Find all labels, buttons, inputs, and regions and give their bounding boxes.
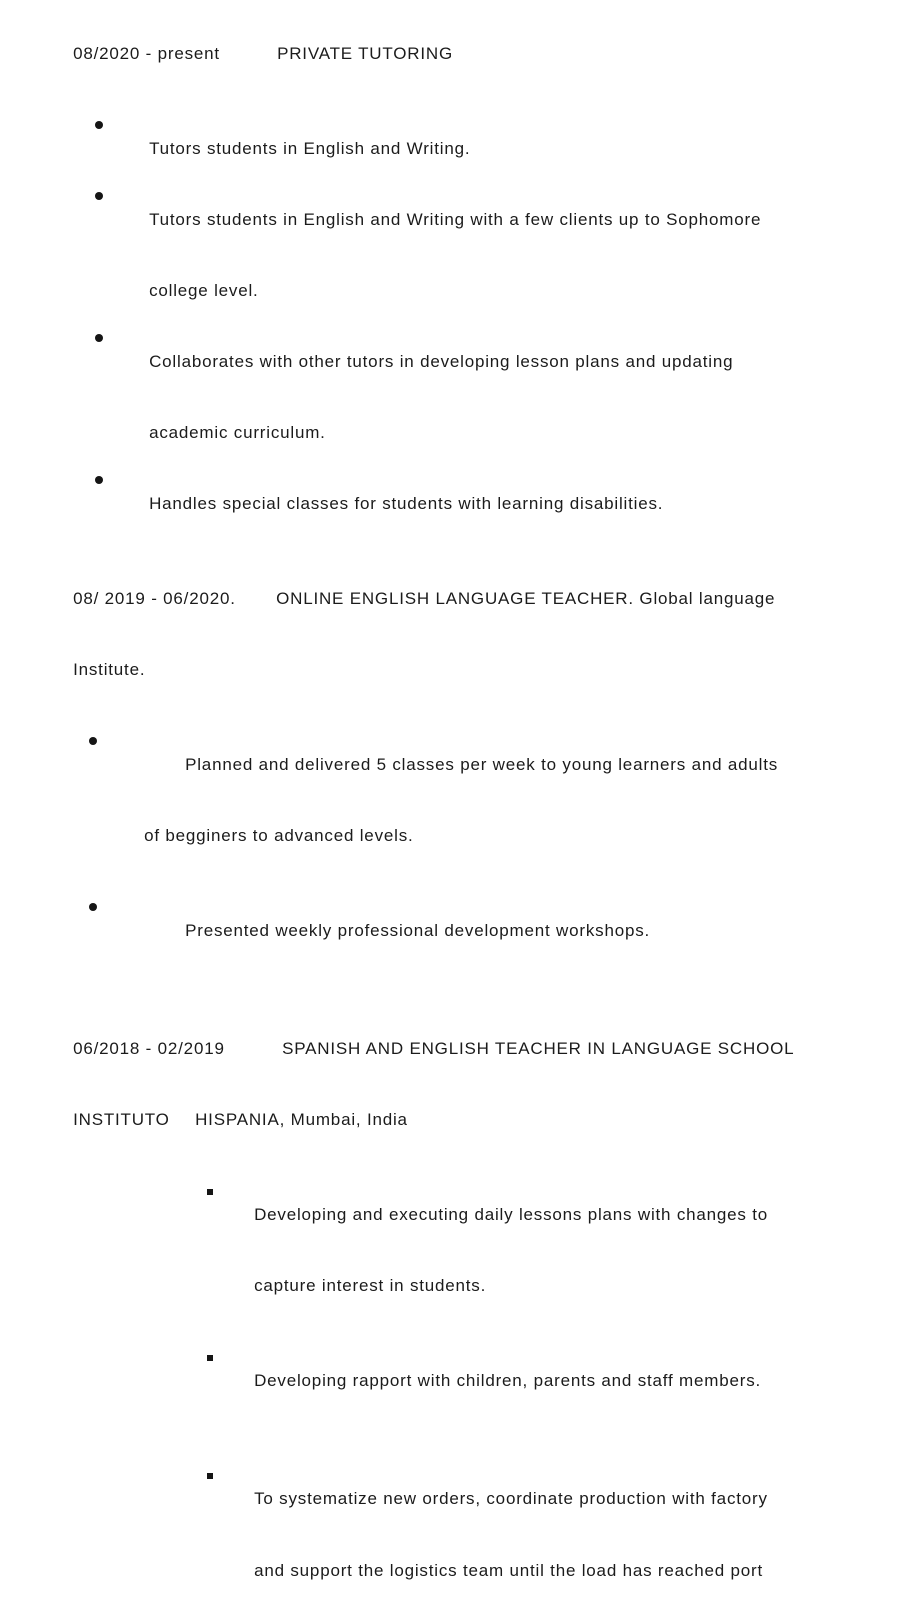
job2-bullet-1-text-line2: of begginers to advanced levels. — [144, 825, 414, 845]
job3-bullet-2 — [51, 1345, 888, 1416]
job3-date-range: 06/2018 - 02/2019 — [73, 1039, 225, 1059]
job1-bullet-2-continuation — [51, 255, 888, 326]
spacer — [51, 705, 888, 729]
bullet-square-icon — [207, 1355, 213, 1361]
job3-bullet-1-text-line1: Developing and executing daily lessons plans with changes to — [254, 1205, 768, 1225]
spacer — [51, 89, 888, 113]
job3-title-line2-left: INSTITUTO — [73, 1110, 170, 1130]
job3-heading — [51, 1013, 888, 1084]
job2-bullet-1-text-line1: Planned and delivered 5 classes per week to young learners and adults — [185, 754, 779, 774]
job3-bullet-3-continuation — [51, 1535, 888, 1606]
job2-bullet-2-text: Presented weekly professional development workshops. — [185, 920, 651, 940]
job3-heading-continuation — [51, 1085, 888, 1156]
job2-date-range: 08/ 2019 - 06/2020. — [73, 588, 236, 608]
job2-title-line2: Institute. — [73, 659, 146, 679]
job1-heading — [51, 18, 888, 89]
job1-bullet-3-text-line2: academic curriculum. — [149, 422, 326, 442]
job2-title-line1: ONLINE ENGLISH LANGUAGE TEACHER. Global language — [276, 588, 776, 608]
bullet-disc-icon — [95, 334, 103, 342]
job2-bullet-1-continuation — [51, 800, 888, 871]
job1-bullet-1-text: Tutors students in English and Writing. — [149, 138, 471, 158]
job1-date-range: 08/2020 - present — [73, 43, 220, 63]
bullet-disc-icon — [89, 737, 97, 745]
spacer — [51, 1156, 888, 1180]
job2-heading-continuation — [51, 634, 888, 705]
bullet-square-icon — [207, 1189, 213, 1195]
spacer — [51, 1322, 888, 1346]
job3-bullet-1-text-line2: capture interest in students. — [254, 1276, 487, 1296]
job1-bullet-2 — [51, 184, 888, 255]
bullet-disc-icon — [95, 476, 103, 484]
job1-bullet-3-text-line1: Collaborates with other tutors in developing lesson plans and updating — [149, 351, 734, 371]
job1-title: PRIVATE TUTORING — [277, 43, 453, 63]
job1-bullet-4 — [51, 468, 888, 539]
spacer — [51, 966, 888, 1013]
spacer — [51, 1416, 888, 1463]
job3-title-line1: SPANISH AND ENGLISH TEACHER IN LANGUAGE SCHOOL — [282, 1039, 795, 1059]
job1-bullet-3 — [51, 326, 888, 397]
job3-bullet-2-text: Developing rapport with children, parents and staff members. — [254, 1370, 762, 1390]
job3-title-line2-right: HISPANIA, Mumbai, India — [195, 1110, 408, 1130]
job2-heading — [51, 563, 888, 634]
job3-bullet-1 — [51, 1179, 888, 1250]
job1-bullet-1 — [51, 113, 888, 184]
job3-bullet-3-text-line2: and support the logistics team until the load has reached port — [254, 1560, 763, 1580]
job1-bullet-3-continuation — [51, 397, 888, 468]
spacer — [51, 871, 888, 895]
job3-bullet-3-text-line1: To systematize new orders, coordinate production with factory — [254, 1489, 768, 1509]
job2-bullet-1 — [51, 729, 888, 800]
job1-bullet-4-text: Handles special classes for students with learning disabilities. — [149, 494, 664, 514]
bullet-square-icon — [207, 1473, 213, 1479]
job3-bullet-1-continuation — [51, 1250, 888, 1321]
spacer — [51, 539, 888, 563]
bullet-disc-icon — [89, 903, 97, 911]
job2-bullet-2 — [51, 895, 888, 966]
job1-bullet-2-text-line1: Tutors students in English and Writing with a few clients up to Sophomore — [149, 209, 762, 229]
bullet-disc-icon — [95, 192, 103, 200]
job1-bullet-2-text-line2: college level. — [149, 280, 259, 300]
job3-bullet-3 — [51, 1464, 888, 1535]
bullet-disc-icon — [95, 121, 103, 129]
